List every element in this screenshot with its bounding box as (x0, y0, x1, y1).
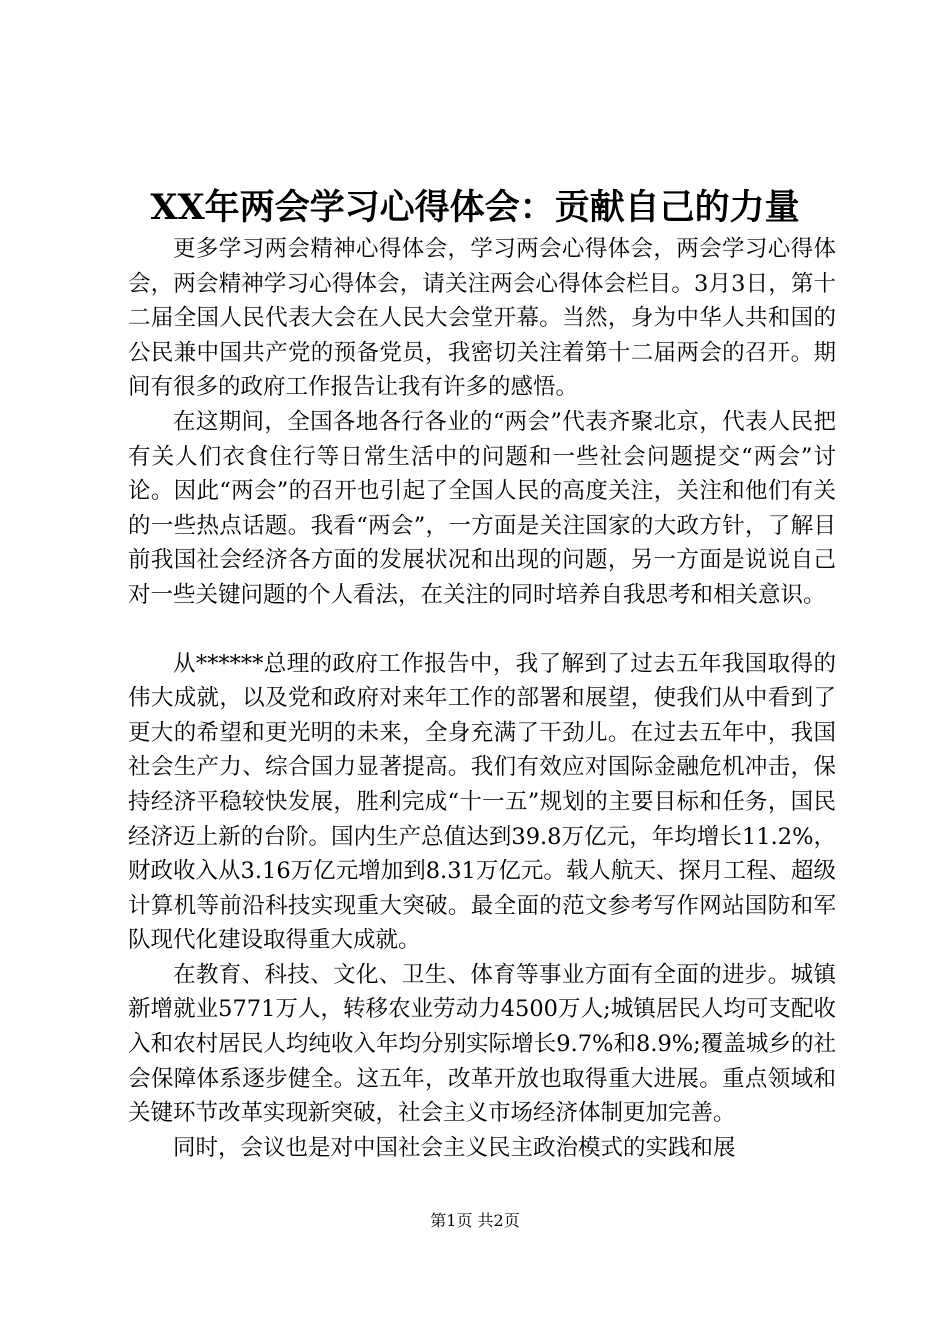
document-body (128, 232, 836, 1165)
paragraph-1: 更多学习两会精神心得体会，学习两会心得体会，两会学习心得体会，两会精神学习心得体会，请关注两会心得体会栏目。3月3日，第十二届全国人民代表大会在人民大会堂开幕。当然，身为中华人共和国的公民兼中国共产党的预备党员，我密切关注着第十二届两会的召开。期间有很多的政府工作报告让我有许多的感悟。 (128, 236, 836, 401)
paragraph-4: 在教育、科技、文化、卫生、体育等事业方面有全面的进步。城镇新增就业5771万人，转移农业劳动力4500万人;城镇居民人均可支配收入和农村居民人均纯收入年均分别实际增长9.7%和8.9%;覆盖城乡的社会保障体系逐步健全。这五年，改革开放也取得重大进展。重点领域和关键环节改革实现新突破，社会主义市场经济体制更加完善。 (128, 961, 836, 1127)
page-number-footer: 第1页 共2页 (430, 1211, 520, 1230)
paragraph-3: 从******总理的政府工作报告中，我了解到了过去五年我国取得的伟大成就，以及党和政府对来年工作的部署和展望，使我们从中看到了更大的希望和更光明的未来，全身充满了干劲儿。在过去五年中，我国社会生产力、综合国力显著提高。我们有效应对国际金融危机冲击，保持经济平稳较快发展，胜利完成“十一五”规划的主要目标和任务，国民经济迈上新的台阶。国内生产总值达到39.8万亿元，年均增长11.2%，财政收入从3.16万亿元增加到8.31万亿元。载人航天、探月工程、超级计算机等前沿科技实现重大突破。最全面的范文参考写作网站国防和军队现代化建设取得重大成就。 (128, 650, 836, 954)
document-title: XX年两会学习心得体会：贡献自己的力量 (150, 187, 800, 228)
paragraph-2: 在这期间，全国各地各行各业的“两会”代表齐聚北京，代表人民把有关人们衣食住行等日常生活中的问题和一些社会问题提交“两会”讨论。因此“两会”的召开也引起了全国人民的高度关注，关注和他们有关的一些热点话题。我看“两会”，一方面是关注国家的大政方针，了解目前我国社会经济各方面的发展状况和出现的问题，另一方面是说说自己对一些关键问题的个人看法，在关注的同时培养自我思考和相关意识。 (128, 408, 836, 608)
paragraph-5: 同时，会议也是对中国社会主义民主政治模式的实践和展 (173, 1134, 736, 1161)
